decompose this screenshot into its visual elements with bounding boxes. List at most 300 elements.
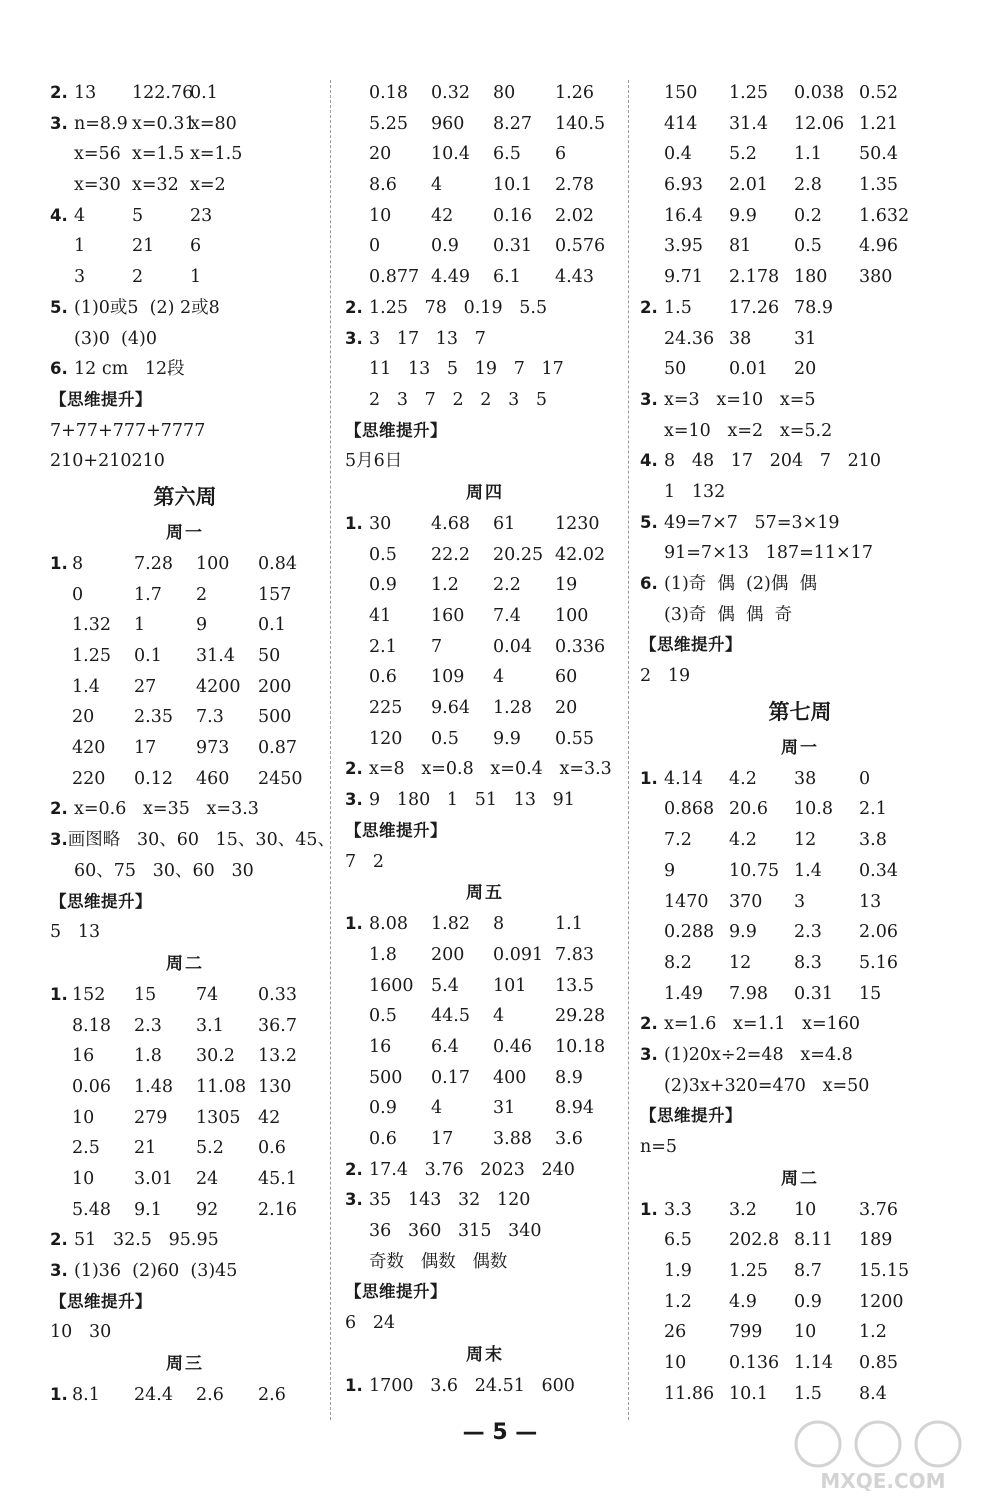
answer-line — [50, 262, 320, 293]
answer-line — [345, 785, 625, 816]
answer-cell: 6.1 — [493, 267, 521, 288]
answer-cell: 2.6 — [196, 1385, 224, 1406]
answer-cell: 0.04 — [493, 636, 532, 657]
question-number: 3. — [345, 1190, 363, 1210]
question-number: 1. — [50, 1385, 68, 1405]
answer-cell: 4.68 — [431, 513, 470, 534]
answer-cell: x=30 — [74, 175, 121, 196]
answer-line — [640, 661, 960, 692]
answer-line — [345, 662, 625, 693]
answer-cell: 31 — [794, 328, 817, 349]
answer-cell: 20.6 — [729, 799, 768, 820]
answer-cell: 157 — [258, 584, 292, 605]
answer-cell: 10.8 — [794, 799, 833, 820]
answer-cell: 2.6 — [258, 1385, 286, 1406]
answer-text: (3)0 (4)0 — [74, 328, 157, 349]
answer-cell: 4 — [431, 175, 443, 196]
answer-line — [345, 540, 625, 571]
answer-line — [345, 1308, 625, 1339]
answer-line — [640, 917, 960, 948]
answer-line — [50, 1103, 320, 1134]
answer-line — [345, 509, 625, 540]
answer-cell: 1.21 — [859, 113, 898, 134]
answer-line — [345, 354, 625, 385]
answer-cell: 6 — [190, 236, 202, 257]
answer-cell: 1.25 — [729, 83, 768, 103]
question-number: 3. — [50, 1261, 68, 1281]
answer-text: (3)奇 偶 偶 奇 — [664, 604, 793, 625]
answer-cell: 0.55 — [555, 728, 594, 749]
answer-cell: n=8.9 — [74, 113, 128, 134]
answer-cell: 21 — [134, 1138, 157, 1159]
answer-line — [345, 262, 625, 293]
answer-cell: 1.5 — [664, 297, 692, 318]
thinking-section-label: 【思维提升】 — [50, 1291, 152, 1311]
answer-line — [345, 139, 625, 170]
answer-cell: 78.9 — [794, 297, 833, 318]
answer-line — [345, 724, 625, 755]
answer-cell: 1 — [190, 267, 202, 288]
answer-line — [50, 980, 320, 1011]
question-number: 3. — [50, 830, 68, 850]
answer-cell: 0.01 — [729, 359, 768, 380]
answer-cell: 0.1 — [190, 83, 218, 103]
answer-line — [345, 385, 625, 416]
day-title: 周一 — [781, 737, 819, 758]
answer-cell: 2 — [132, 267, 144, 288]
answer-line — [345, 1371, 625, 1402]
answer-cell: 3.6 — [555, 1129, 583, 1149]
question-number: 2. — [50, 1230, 68, 1250]
answer-cell: 4 — [74, 205, 86, 226]
answer-cell: 0.877 — [369, 267, 420, 288]
answer-text: 210+210210 — [50, 451, 165, 472]
answer-cell: 3 — [74, 267, 86, 288]
answer-text: x=1.6 x=1.1 x=160 — [664, 1014, 861, 1035]
answer-cell: 225 — [369, 698, 403, 719]
answer-line — [50, 1380, 320, 1411]
answer-cell: 2.06 — [859, 922, 898, 943]
answer-cell: 500 — [258, 707, 292, 728]
answer-text: 3 17 13 7 — [369, 328, 486, 349]
answer-cell: 0 — [369, 236, 381, 257]
answer-cell: 4.43 — [555, 267, 594, 288]
question-number: 6. — [50, 359, 68, 379]
answer-cell: 0.32 — [431, 83, 470, 103]
answer-line — [345, 293, 625, 324]
answer-cell: 101 — [493, 975, 527, 996]
answer-cell: 7 — [431, 636, 443, 657]
answer-cell: 414 — [664, 113, 698, 134]
answer-cell: 20.25 — [493, 544, 544, 565]
answer-line — [50, 416, 320, 447]
answer-cell: 370 — [729, 891, 763, 912]
answer-text: 1 132 — [664, 481, 726, 502]
answer-cell: 2.3 — [134, 1015, 162, 1036]
thinking-section-label: 【思维提升】 — [345, 1282, 447, 1302]
answer-cell: 1.2 — [664, 1291, 692, 1312]
answer-text: 60、75 30、60 30 — [74, 860, 254, 881]
answer-cell: 109 — [431, 667, 465, 688]
answer-cell: 5.16 — [859, 952, 898, 973]
answer-line — [345, 1155, 625, 1186]
answer-line — [640, 1009, 960, 1040]
answer-cell: 6.5 — [664, 1230, 692, 1251]
answer-cell: 20 — [369, 144, 392, 165]
answer-cell: 1.1 — [794, 144, 822, 165]
answer-cell: 41 — [369, 606, 392, 626]
answer-cell: 2.178 — [729, 267, 780, 288]
answer-cell: 3 — [794, 891, 806, 912]
answer-line — [345, 1063, 625, 1094]
answer-line — [640, 948, 960, 979]
answer-line — [640, 201, 960, 232]
question-number: 2. — [50, 799, 68, 819]
week-title: 第七周 — [768, 699, 832, 724]
answer-line — [345, 201, 625, 232]
answer-cell: 8.9 — [555, 1067, 583, 1088]
answer-text: 画图略 30、60 15、30、45、 — [67, 830, 335, 851]
answer-cell: 1.49 — [664, 983, 703, 1004]
answer-line — [50, 293, 320, 324]
answer-line — [50, 917, 320, 948]
answer-line — [50, 1195, 320, 1226]
day-title: 周四 — [466, 482, 504, 503]
answer-cell: 200 — [258, 676, 292, 697]
answer-cell: 8.7 — [794, 1261, 822, 1282]
answer-line — [640, 1040, 960, 1071]
answer-cell: 0.9 — [369, 1098, 397, 1119]
answer-cell: 4 — [431, 1098, 443, 1119]
answer-cell: 15 — [134, 984, 157, 1005]
answer-line — [640, 354, 960, 385]
answer-text: 35 143 32 120 — [369, 1190, 531, 1211]
answer-cell: 0.06 — [72, 1076, 111, 1097]
answer-text: 2 3 7 2 2 3 5 — [369, 389, 548, 410]
answer-cell: 13.5 — [555, 975, 594, 996]
answer-cell: x=1.5 — [190, 144, 243, 165]
answer-cell: 9.64 — [431, 698, 470, 719]
answer-cell: 7.28 — [134, 553, 173, 574]
answer-cell: 0.84 — [258, 553, 297, 574]
answer-text: x=8 x=0.8 x=0.4 x=3.3 — [369, 759, 612, 780]
answer-line — [345, 170, 625, 201]
answer-cell: 42 — [258, 1107, 281, 1128]
answer-line — [345, 416, 625, 447]
answer-cell: 1.8 — [369, 944, 397, 965]
answer-cell: 5.4 — [431, 975, 459, 996]
answer-cell: 5.2 — [729, 144, 757, 165]
answer-line — [640, 262, 960, 293]
answer-cell: 120 — [369, 728, 403, 749]
answer-text: 7+77+777+7777 — [50, 420, 206, 441]
answer-line — [640, 764, 960, 795]
question-number: 3. — [640, 389, 658, 409]
question-number: 5. — [50, 297, 68, 317]
answer-line — [345, 1032, 625, 1063]
answer-line — [345, 1247, 625, 1278]
question-number: 1. — [50, 984, 68, 1004]
answer-line — [640, 477, 960, 508]
answer-cell: 5.48 — [72, 1199, 111, 1220]
answer-cell: 12 — [794, 830, 817, 851]
answer-cell: 0.038 — [794, 83, 845, 103]
answer-line — [640, 856, 960, 887]
answer-cell: 1.2 — [859, 1322, 887, 1343]
answer-cell: 7.4 — [493, 606, 521, 626]
answer-cell: 100 — [555, 606, 589, 626]
answer-text: 8 48 17 204 7 210 — [664, 451, 882, 472]
answer-cell: 16.4 — [664, 205, 703, 226]
answer-line — [640, 139, 960, 170]
answer-cell: 1.7 — [134, 584, 162, 605]
answer-line — [50, 1225, 320, 1256]
answer-cell: 200 — [431, 944, 465, 965]
answer-cell: 10 — [72, 1169, 95, 1189]
answer-line — [345, 1185, 625, 1216]
answer-cell: 9.71 — [664, 267, 703, 288]
question-number: 1. — [345, 914, 363, 934]
answer-text: 10 30 — [50, 1322, 112, 1343]
answer-cell: 150 — [664, 83, 698, 103]
answer-cell: 1.4 — [72, 676, 100, 697]
answer-text: 36 360 315 340 — [369, 1221, 542, 1242]
question-number: 5. — [640, 512, 658, 532]
answer-cell: 5.25 — [369, 113, 408, 134]
answer-cell: 13 — [859, 891, 882, 912]
answer-text: 5 13 — [50, 922, 101, 943]
answer-text: 1.25 78 0.19 5.5 — [369, 297, 548, 318]
answer-cell: x=1.5 — [132, 144, 185, 165]
answer-cell: 2.78 — [555, 175, 594, 196]
answer-cell: 160 — [431, 606, 465, 626]
answer-cell: 0.576 — [555, 236, 606, 257]
answer-cell: 0.46 — [493, 1036, 532, 1057]
answer-cell: 20 — [794, 359, 817, 380]
answer-text: 6 24 — [345, 1313, 396, 1334]
answer-cell: 0.1 — [134, 646, 162, 666]
question-number: 6. — [640, 574, 658, 593]
answer-cell: 8 — [72, 553, 84, 574]
question-number: 1. — [345, 1375, 363, 1395]
answer-line — [640, 1317, 960, 1348]
answer-cell: 0.34 — [859, 860, 898, 881]
answer-cell: 1.4 — [794, 860, 822, 881]
answer-cell: 500 — [369, 1067, 403, 1088]
answer-line — [640, 979, 960, 1010]
thinking-section-label: 【思维提升】 — [640, 1106, 742, 1126]
answer-cell: 2.16 — [258, 1199, 297, 1220]
answer-line — [50, 1133, 320, 1164]
answer-line — [640, 508, 960, 539]
answer-line — [640, 1379, 960, 1410]
answer-cell: 8 — [493, 914, 505, 935]
answer-cell: 1600 — [369, 975, 414, 996]
answer-line — [50, 580, 320, 611]
answer-cell: x=32 — [132, 175, 179, 196]
answer-line — [640, 887, 960, 918]
answer-cell: 0.33 — [258, 984, 297, 1005]
answer-line — [640, 324, 960, 355]
answer-line — [345, 109, 625, 140]
answer-line — [640, 446, 960, 477]
answer-cell: 0.288 — [664, 922, 715, 943]
answer-cell: 122.76 — [132, 83, 194, 103]
thinking-section-label: 【思维提升】 — [50, 891, 152, 911]
answer-cell: 1.2 — [431, 575, 459, 596]
answer-cell: 4.9 — [729, 1291, 757, 1312]
answer-cell: 2.01 — [729, 175, 768, 196]
answer-cell: 1.82 — [431, 914, 470, 935]
answer-cell: 0.9 — [369, 575, 397, 596]
answer-line — [50, 109, 320, 140]
answer-line — [50, 702, 320, 733]
answer-line — [50, 1011, 320, 1042]
answer-line — [640, 1132, 960, 1163]
answer-cell: 10 — [72, 1107, 95, 1128]
answer-cell: 4.14 — [664, 768, 703, 789]
answer-cell: 0.85 — [859, 1353, 898, 1374]
answer-cell: 1305 — [196, 1107, 241, 1128]
answer-line — [345, 1093, 625, 1124]
answer-cell: 7.2 — [664, 830, 692, 851]
answer-cell: 81 — [729, 236, 752, 257]
answer-cell: 1.48 — [134, 1076, 173, 1097]
question-number: 4. — [640, 451, 658, 471]
answer-cell: 8.1 — [72, 1385, 100, 1406]
answer-cell: 24.36 — [664, 328, 715, 349]
answer-cell: 13 — [74, 83, 97, 103]
answer-text: (1)奇 偶 (2)偶 偶 — [664, 574, 817, 594]
answer-cell: 8.27 — [493, 113, 532, 134]
answer-text: 奇数 偶数 偶数 — [369, 1251, 508, 1272]
day-title: 周三 — [166, 1354, 204, 1375]
answer-cell: 11.86 — [664, 1383, 715, 1404]
answer-cell: 7.83 — [555, 944, 594, 965]
answer-cell: 2.2 — [493, 575, 521, 596]
answer-cell: 3.2 — [729, 1199, 757, 1220]
answer-cell: 140.5 — [555, 113, 606, 134]
answer-cell: 3.01 — [134, 1169, 173, 1189]
answer-text: 49=7×7 57=3×19 — [664, 512, 840, 533]
answer-cell: 10.1 — [729, 1383, 768, 1404]
answer-cell: 3.76 — [859, 1199, 898, 1220]
question-number: 1. — [50, 553, 68, 573]
answer-cell: 20 — [72, 707, 95, 728]
answer-line — [50, 385, 320, 416]
answer-cell: 2.1 — [859, 799, 887, 820]
answer-cell: 1.1 — [555, 914, 583, 935]
answer-cell: 10 — [794, 1199, 817, 1220]
answer-cell: 11.08 — [196, 1076, 247, 1097]
answer-cell: 8.2 — [664, 952, 692, 973]
answer-text: 1700 3.6 24.51 600 — [369, 1375, 575, 1396]
answer-cell: 0.2 — [794, 205, 822, 226]
answer-cell: 960 — [431, 113, 465, 134]
question-number: 1. — [640, 1199, 658, 1219]
answer-cell: 0.136 — [729, 1353, 780, 1374]
answer-cell: 2.3 — [794, 922, 822, 943]
answer-cell: 0.5 — [369, 1006, 397, 1027]
answer-cell: 7.98 — [729, 983, 768, 1004]
answer-cell: 1200 — [859, 1291, 904, 1312]
answer-line — [640, 1225, 960, 1256]
answer-text: 17.4 3.76 2023 240 — [369, 1159, 575, 1180]
answer-cell: 45.1 — [258, 1169, 297, 1189]
answer-line — [345, 1124, 625, 1155]
answer-text: (2)3x+320=470 x=50 — [664, 1075, 870, 1096]
answer-line — [640, 231, 960, 262]
thinking-section-label: 【思维提升】 — [640, 635, 742, 655]
answer-cell: 4.2 — [729, 830, 757, 851]
thinking-section-label: 【思维提升】 — [345, 820, 447, 840]
day-title: 周五 — [466, 883, 504, 904]
answer-cell: 0.1 — [258, 615, 286, 636]
question-number: 2. — [50, 83, 68, 102]
answer-cell: x=2 — [190, 175, 226, 196]
answer-line — [345, 940, 625, 971]
answer-line — [50, 78, 320, 109]
answer-text: n=5 — [640, 1137, 678, 1157]
answer-cell: 2 — [196, 584, 208, 605]
answer-line — [345, 570, 625, 601]
answer-cell: 6.93 — [664, 175, 703, 196]
question-number: 1. — [640, 768, 658, 788]
answer-cell: 1230 — [555, 513, 600, 534]
answer-line — [640, 293, 960, 324]
answer-cell: 9.9 — [729, 922, 757, 943]
watermark-logo-icon — [778, 1414, 988, 1494]
question-number: 2. — [640, 297, 658, 317]
answer-text: x=3 x=10 x=5 — [664, 389, 816, 410]
question-number: 2. — [345, 759, 363, 779]
question-number: 2. — [345, 1159, 363, 1179]
answer-line — [50, 887, 320, 918]
answer-cell: 21 — [132, 236, 155, 257]
answer-cell: 1.632 — [859, 205, 910, 226]
answer-cell: 799 — [729, 1322, 763, 1343]
answer-cell: 1.9 — [664, 1261, 692, 1282]
answer-text: x=10 x=2 x=5.2 — [664, 420, 833, 441]
question-number: 4. — [50, 205, 68, 225]
answer-line — [345, 816, 625, 847]
column-divider — [628, 80, 629, 1420]
answer-cell: 17 — [431, 1129, 454, 1149]
answer-cell: 9 — [664, 860, 676, 881]
answer-line — [50, 825, 335, 856]
answer-line — [50, 354, 320, 385]
answer-cell: 0 — [72, 584, 84, 605]
answer-cell: 5 — [132, 205, 144, 226]
answer-cell: 8.4 — [859, 1383, 887, 1404]
answer-cell: 38 — [794, 768, 817, 789]
question-number: 3. — [50, 113, 68, 133]
answer-cell: 180 — [794, 267, 828, 288]
answer-cell: 0.5 — [794, 236, 822, 257]
answer-cell: 4.49 — [431, 267, 470, 288]
answer-line — [640, 78, 960, 109]
answer-line — [50, 610, 320, 641]
answer-cell: 1.14 — [794, 1353, 833, 1374]
answer-line — [345, 1001, 625, 1032]
answer-line — [345, 971, 625, 1002]
answer-cell: 31.4 — [196, 646, 235, 666]
answer-line — [345, 632, 625, 663]
answer-cell: 8.94 — [555, 1098, 594, 1119]
answer-cell: 1.5 — [794, 1383, 822, 1404]
answer-line — [640, 825, 960, 856]
answer-cell: 3.3 — [664, 1199, 692, 1220]
